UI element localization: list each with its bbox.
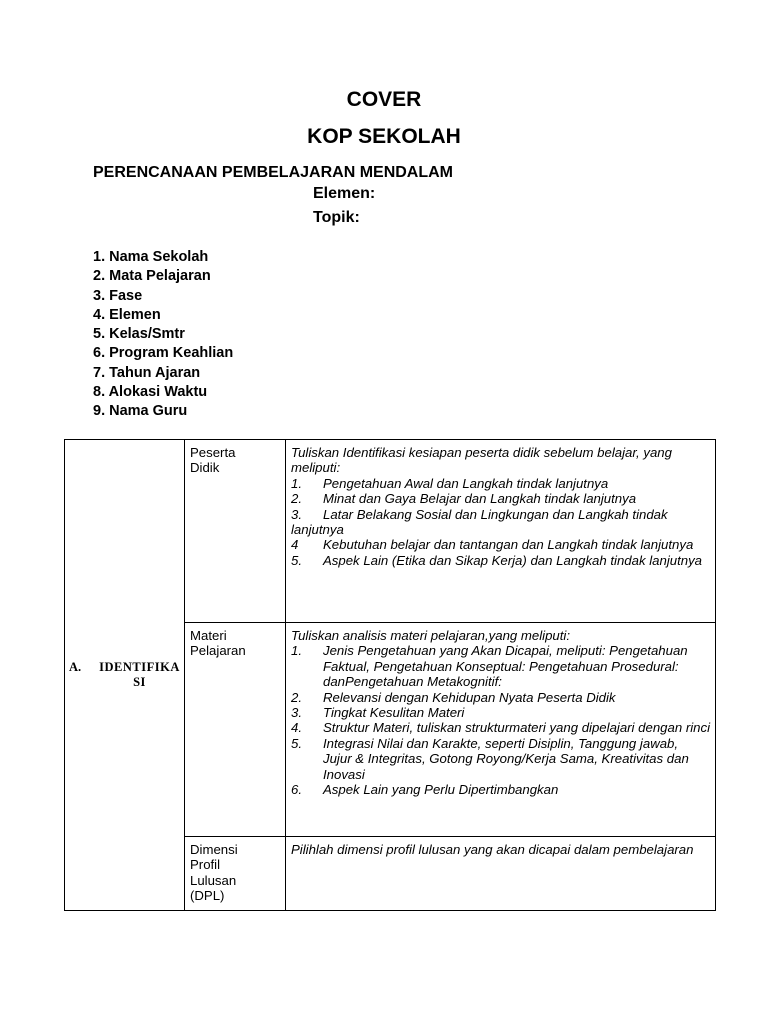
kop-sekolah-title: KOP SEKOLAH: [307, 125, 461, 148]
cover-title: COVER: [346, 88, 422, 111]
list-item: 7. Tahun Ajaran: [93, 364, 201, 381]
row-label-materi-pelajaran: Materi Pelajaran: [185, 623, 286, 837]
identity-list: [93, 248, 233, 422]
row-label-dpl: Dimensi Profil Lulusan (DPL): [185, 837, 286, 911]
section-letter: A.: [69, 659, 82, 674]
list-item: 8. Alokasi Waktu: [93, 384, 208, 401]
elemen-label: Elemen:: [313, 185, 376, 202]
list-item: 1. Nama Sekolah: [93, 249, 209, 265]
row-label-peserta-didik: Peserta Didik: [185, 440, 286, 623]
table-row: [65, 440, 716, 623]
section-cell: [65, 440, 185, 911]
list-item: 2. Mata Pelajaran: [93, 268, 211, 285]
list-item: 9. Nama Guru: [93, 403, 188, 420]
list-item: 1. Jenis Pengetahuan yang Akan Dicapai, meliputi: Pengetahuan Faktual, Pengetahuan Konseptual: Pengetahuan Prosedural: danPengetahuan Metakognitif:: [291, 643, 688, 690]
list-item: 4 Kebutuhan belajar dan tantangan dan Langkah tindak lanjutnya: [291, 537, 694, 553]
desc-intro: Tuliskan Identifikasi kesiapan peserta didik sebelum belajar, yang meliputi:: [291, 445, 672, 476]
list-item: 5. Kelas/Smtr: [93, 326, 185, 343]
list-item: 6. Aspek Lain yang Perlu Dipertimbangkan: [291, 782, 559, 798]
list-item: 5. Integrasi Nilai dan Karakte, seperti Disiplin, Tanggung jawab, Jujur & Integritas, Gotong Royong/Kerja Sama, Kreativitas dan Inovasi: [291, 735, 689, 782]
list-item: 2. Minat dan Gaya Belajar dan Langkah tindak lanjutnya: [291, 491, 637, 507]
row-desc-materi-pelajaran: [286, 623, 716, 837]
topik-label: Topik:: [313, 209, 360, 226]
list-item: 1. Pengetahuan Awal dan Langkah tindak lanjutnya: [291, 475, 609, 491]
list-item: 4. Elemen: [93, 306, 161, 323]
list-item: 5. Aspek Lain (Etika dan Sikap Kerja) dan Langkah tindak lanjutnya: [291, 552, 703, 568]
desc-intro: Tuliskan analisis materi pelajaran,yang meliputi:: [291, 628, 571, 643]
list-item: 2. Relevansi dengan Kehidupan Nyata Peserta Didik: [291, 689, 616, 705]
identification-table: [64, 439, 716, 911]
section-name: IDENTIFIKA SI: [99, 659, 180, 689]
row-desc-peserta-didik: [286, 440, 716, 623]
list-item: 6. Program Keahlian: [93, 345, 234, 362]
list-item: 3. Fase: [93, 287, 143, 304]
list-item: 3. Tingkat Kesulitan Materi: [291, 705, 465, 721]
row-desc-dpl: [286, 837, 716, 911]
plan-title: PERENCANAAN PEMBELAJARAN MENDALAM: [93, 164, 454, 181]
list-item: 3. Latar Belakang Sosial dan Lingkungan dan Langkah tindak lanjutnya: [291, 506, 668, 538]
desc-intro: Pilihlah dimensi profil lulusan yang akan dicapai dalam pembelajaran: [291, 842, 694, 857]
list-item: 4. Struktur Materi, tuliskan strukturmateri yang dipelajari dengan rinci: [291, 720, 711, 736]
